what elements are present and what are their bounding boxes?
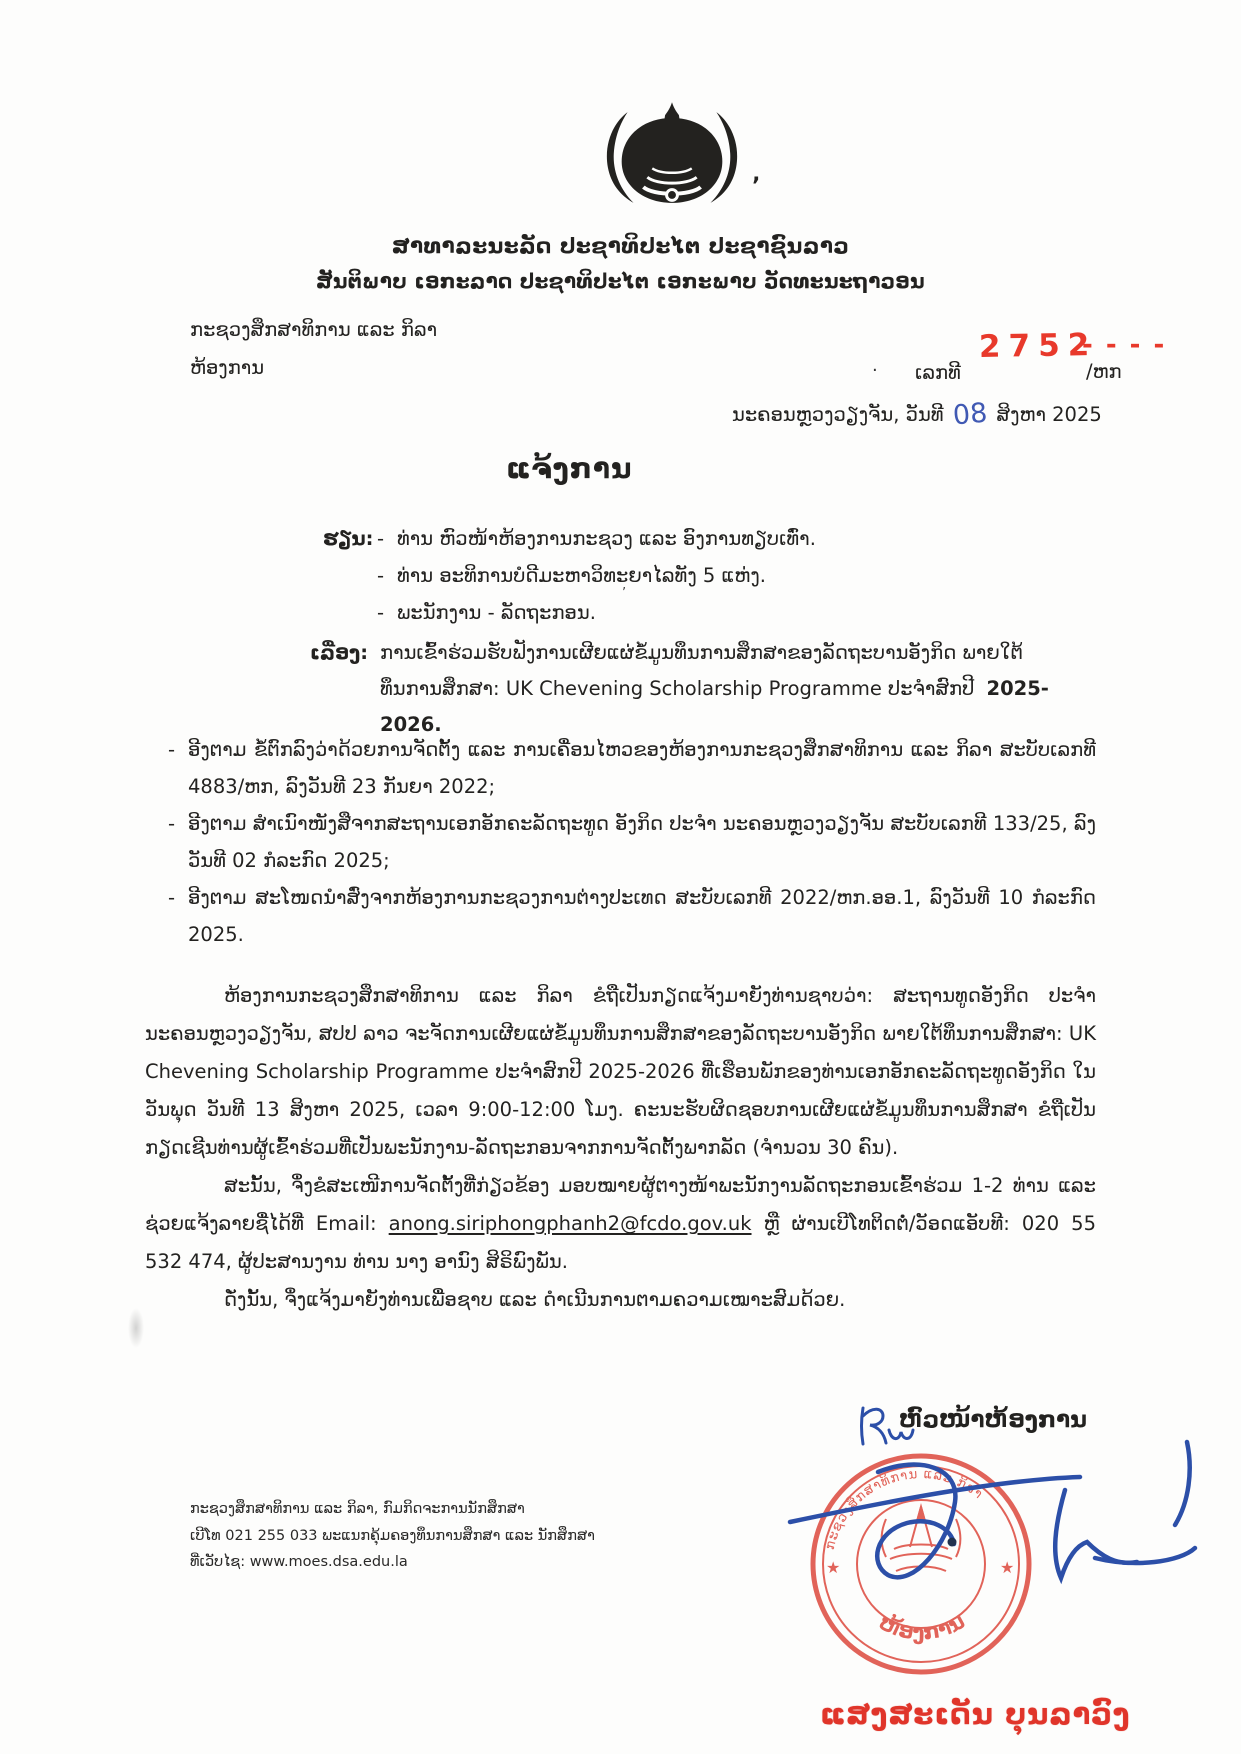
handwritten-signature	[755, 1420, 1205, 1630]
scan-artifact-mark: ’	[752, 174, 761, 199]
seal-top-arc-text: ກະຊວງສຶກສາທິການ ແລະ ກິລາ	[822, 1466, 986, 1552]
footer-website-label: ທີ່ເວັບໄຊ:	[190, 1554, 246, 1570]
bullet-dash: -	[377, 601, 385, 624]
reference-text: ອີງຕາມ ສະໂໜດນໍາສົ່ງຈາກຫ້ອງການກະຊວງການຕ່າງປະເທດ ສະບັບເລກທີ 2022/ຫກ.ອອ.1, ລົງວັນທີ 10 ກໍລະກົດ 2025.	[188, 886, 1096, 946]
reference-item	[168, 879, 1096, 953]
reference-number-label: ເລກທີ	[915, 361, 961, 384]
reference-text: ອີງຕາມ ຂໍ້ຕົກລົງວ່າດ້ວຍການຈັດຕັ້ງ ແລະ ການເຄື່ອນໄຫວຂອງຫ້ອງການກະຊວງສຶກສາທິການ ແລະ ກິລາ ສະບັບເລກທີ 4883/ຫກ, ລົງວັນທີ 23 ກັນຍາ 2022;	[188, 738, 1096, 798]
handwritten-day: 08	[951, 397, 989, 432]
national-motto-line: ສັນຕິພາບ ເອກະລາດ ປະຊາທິປະໄຕ ເອກະພາບ ວັດທະນະຖາວອນ	[316, 269, 925, 293]
bullet-dash: -	[377, 527, 385, 550]
contact-email: anong.siriphongphanh2@fcdo.gov.uk	[388, 1212, 752, 1235]
recipient-item: ທ່ານ ອະທິການບໍດີມະຫາວິທະຍາໄລທັງ 5 ແຫ່ງ.	[397, 564, 766, 587]
date-place-prefix: ນະຄອນຫຼວງວຽງຈັນ, ວັນທີ	[732, 403, 944, 426]
reference-number-suffix: /ຫກ	[1086, 360, 1122, 383]
subject-text-line1: ການເຂົ້າຮ່ວມຮັບຟັງການເຜີຍແຜ່ຂໍ້ມູນທຶນການສຶກສາຂອງລັດຖະບານອັງກິດ ພາຍໃຕ້	[380, 641, 1023, 664]
recipient-item: ທ່ານ ຫົວໜ້າຫ້ອງການກະຊວງ ແລະ ອົງການທຽບເທົ່າ.	[397, 527, 816, 550]
subject-label: ເລື່ອງ:	[310, 641, 369, 664]
footer-phone-line: ເບີໂທ 021 255 033 ພະແນກຄຸ້ມຄອງທຶນການສຶກສາ ແລະ ນັກສຶກສາ	[190, 1527, 595, 1544]
letterhead-footer	[190, 1496, 595, 1576]
signer-name-stamp: ແສງສະເດັນ ບຸນລາວົງ	[820, 1697, 1131, 1731]
scan-edge-smudge	[128, 1308, 144, 1348]
footer-website-line	[190, 1549, 595, 1576]
bullet-dash: -	[168, 738, 176, 761]
seal-star-left-icon: ★	[826, 1558, 841, 1577]
recipients-label: ຮຽນ:	[323, 527, 374, 550]
legal-references-list	[168, 731, 1096, 953]
stamped-reference-number: 2752	[978, 326, 1098, 366]
reference-item	[168, 731, 1096, 805]
subject-line2-text: ທຶນການສຶກສາ: UK Chevening Scholarship Programme ປະຈໍາສົກປີ	[380, 677, 975, 700]
bullet-dash: -	[377, 564, 385, 587]
seal-bottom-arc-text: ຫ້ອງການ	[875, 1608, 969, 1645]
date-line	[732, 397, 1102, 432]
date-month-year: ສິງຫາ 2025	[996, 403, 1102, 426]
lao-national-emblem-icon	[598, 98, 746, 216]
subject-block	[310, 635, 1080, 743]
recipient-item: ພະນັກງານ - ລັດຖະກອນ.	[397, 601, 596, 624]
body-paragraph-3: ດັ່ງນັ້ນ, ຈຶ່ງແຈ້ງມາຍັງທ່ານເພື່ອຊາບ ແລະ ດໍາເນີນການຕາມຄວາມເໝາະສົມດ້ວຍ.	[224, 1288, 846, 1311]
body-paragraph-2	[145, 1167, 1096, 1281]
footer-department-line: ກະຊວງສຶກສາທິການ ແລະ ກິລາ, ກົມກິດຈະການນັກສຶກສາ	[190, 1501, 525, 1517]
paragraph2-text-after: ຫຼື ຜ່ານເບີໂທຕິດຕໍ່/ວັອດແອັບທີ: 020 55 532 474, ຜູ້ປະສານງານ ທ່ານ ນາງ ອານົງ ສິຣິພົງພັນ.	[145, 1212, 1096, 1273]
paragraph2-text: ສະນັ້ນ, ຈຶ່ງຂໍສະເໜີການຈັດຕັ້ງທີ່ກ່ຽວຂ້ອງ ມອບໝາຍຜູ້ຕາງໜ້າພະນັກງານລັດຖະກອນເຂົ້າຮ່ວມ 1-2 ທ່ານ ແລະ ຊ່ວຍແຈ້ງລາຍຊື່ໄດ້ທີ່ Email:	[145, 1174, 1096, 1235]
reference-text: ອີງຕາມ ສໍາເນົາໜັງສືຈາກສະຖານເອກອັກຄະລັດຖະທູດ ອັງກິດ ປະຈໍາ ນະຄອນຫຼວງວຽງຈັນ ສະບັບເລກທີ 133/25, ລົງວັນທີ 02 ກໍລະກົດ 2025;	[188, 812, 1096, 872]
scan-artifact-mark: ’	[622, 586, 627, 601]
reference-item	[168, 805, 1096, 879]
scan-dot-mark: ·	[872, 360, 878, 381]
bullet-dash: -	[168, 812, 176, 835]
footer-website-url: www.moes.dsa.edu.la	[249, 1554, 408, 1570]
letter-body	[145, 977, 1096, 1319]
subject-school-year: 2025-2026.	[380, 677, 1049, 736]
document-title: ແຈ້ງການ	[506, 452, 633, 485]
body-paragraph-1: ຫ້ອງການກະຊວງສຶກສາທິການ ແລະ ກິລາ ຂໍຖືເປັນກຽດແຈ້ງມາຍັງທ່ານຊາບວ່າ: ສະຖານທູດອັງກິດ ປະຈໍານະຄອນຫຼວງວຽງຈັນ, ສປປ ລາວ ຈະຈັດການເຜີຍແຜ່ຂໍ້ມູນທຶນການສຶກສາຂອງລັດຖະບານອັງກິດ ພາຍໃຕ້ທຶນການສຶກສາ: UK Chevening Scholarship Programme ປະຈໍາສົກປີ 2025-2026 ທີ່ເຮືອນພັກຂອງທ່ານເອກອັກຄະລັດຖະທູດອັງກິດ ໃນວັນພຸດ ວັນທີ 13 ສິງຫາ 2025, ເວລາ 9:00-12:00 ໂມງ. ຄະນະຮັບຜິດຊອບການເຜີຍແຜ່ຂໍ້ມູນທຶນການສຶກສາ ຂໍຖືເປັນກຽດເຊີນທ່ານຜູ້ເຂົ້າຮ່ວມທີ່ເປັນພະນັກງານ-ລັດຖະກອນຈາກການຈັດຕັ້ງພາກລັດ (ຈໍານວນ 30 ຄົນ).	[145, 984, 1096, 1159]
stamped-dashes: - - - -	[1082, 330, 1167, 360]
signer-position-title: ຫົວໜ້າຫ້ອງການ	[899, 1407, 1087, 1433]
bullet-dash: -	[168, 886, 176, 909]
country-name-line: ສາທາລະນະລັດ ປະຊາທິປະໄຕ ປະຊາຊົນລາວ	[391, 234, 850, 259]
office-name: ຫ້ອງການ	[190, 356, 265, 379]
ministry-name: ກະຊວງສຶກສາທິການ ແລະ ກິລາ	[190, 318, 438, 341]
recipients-block	[323, 520, 816, 631]
seal-star-right-icon: ★	[1000, 1558, 1015, 1577]
